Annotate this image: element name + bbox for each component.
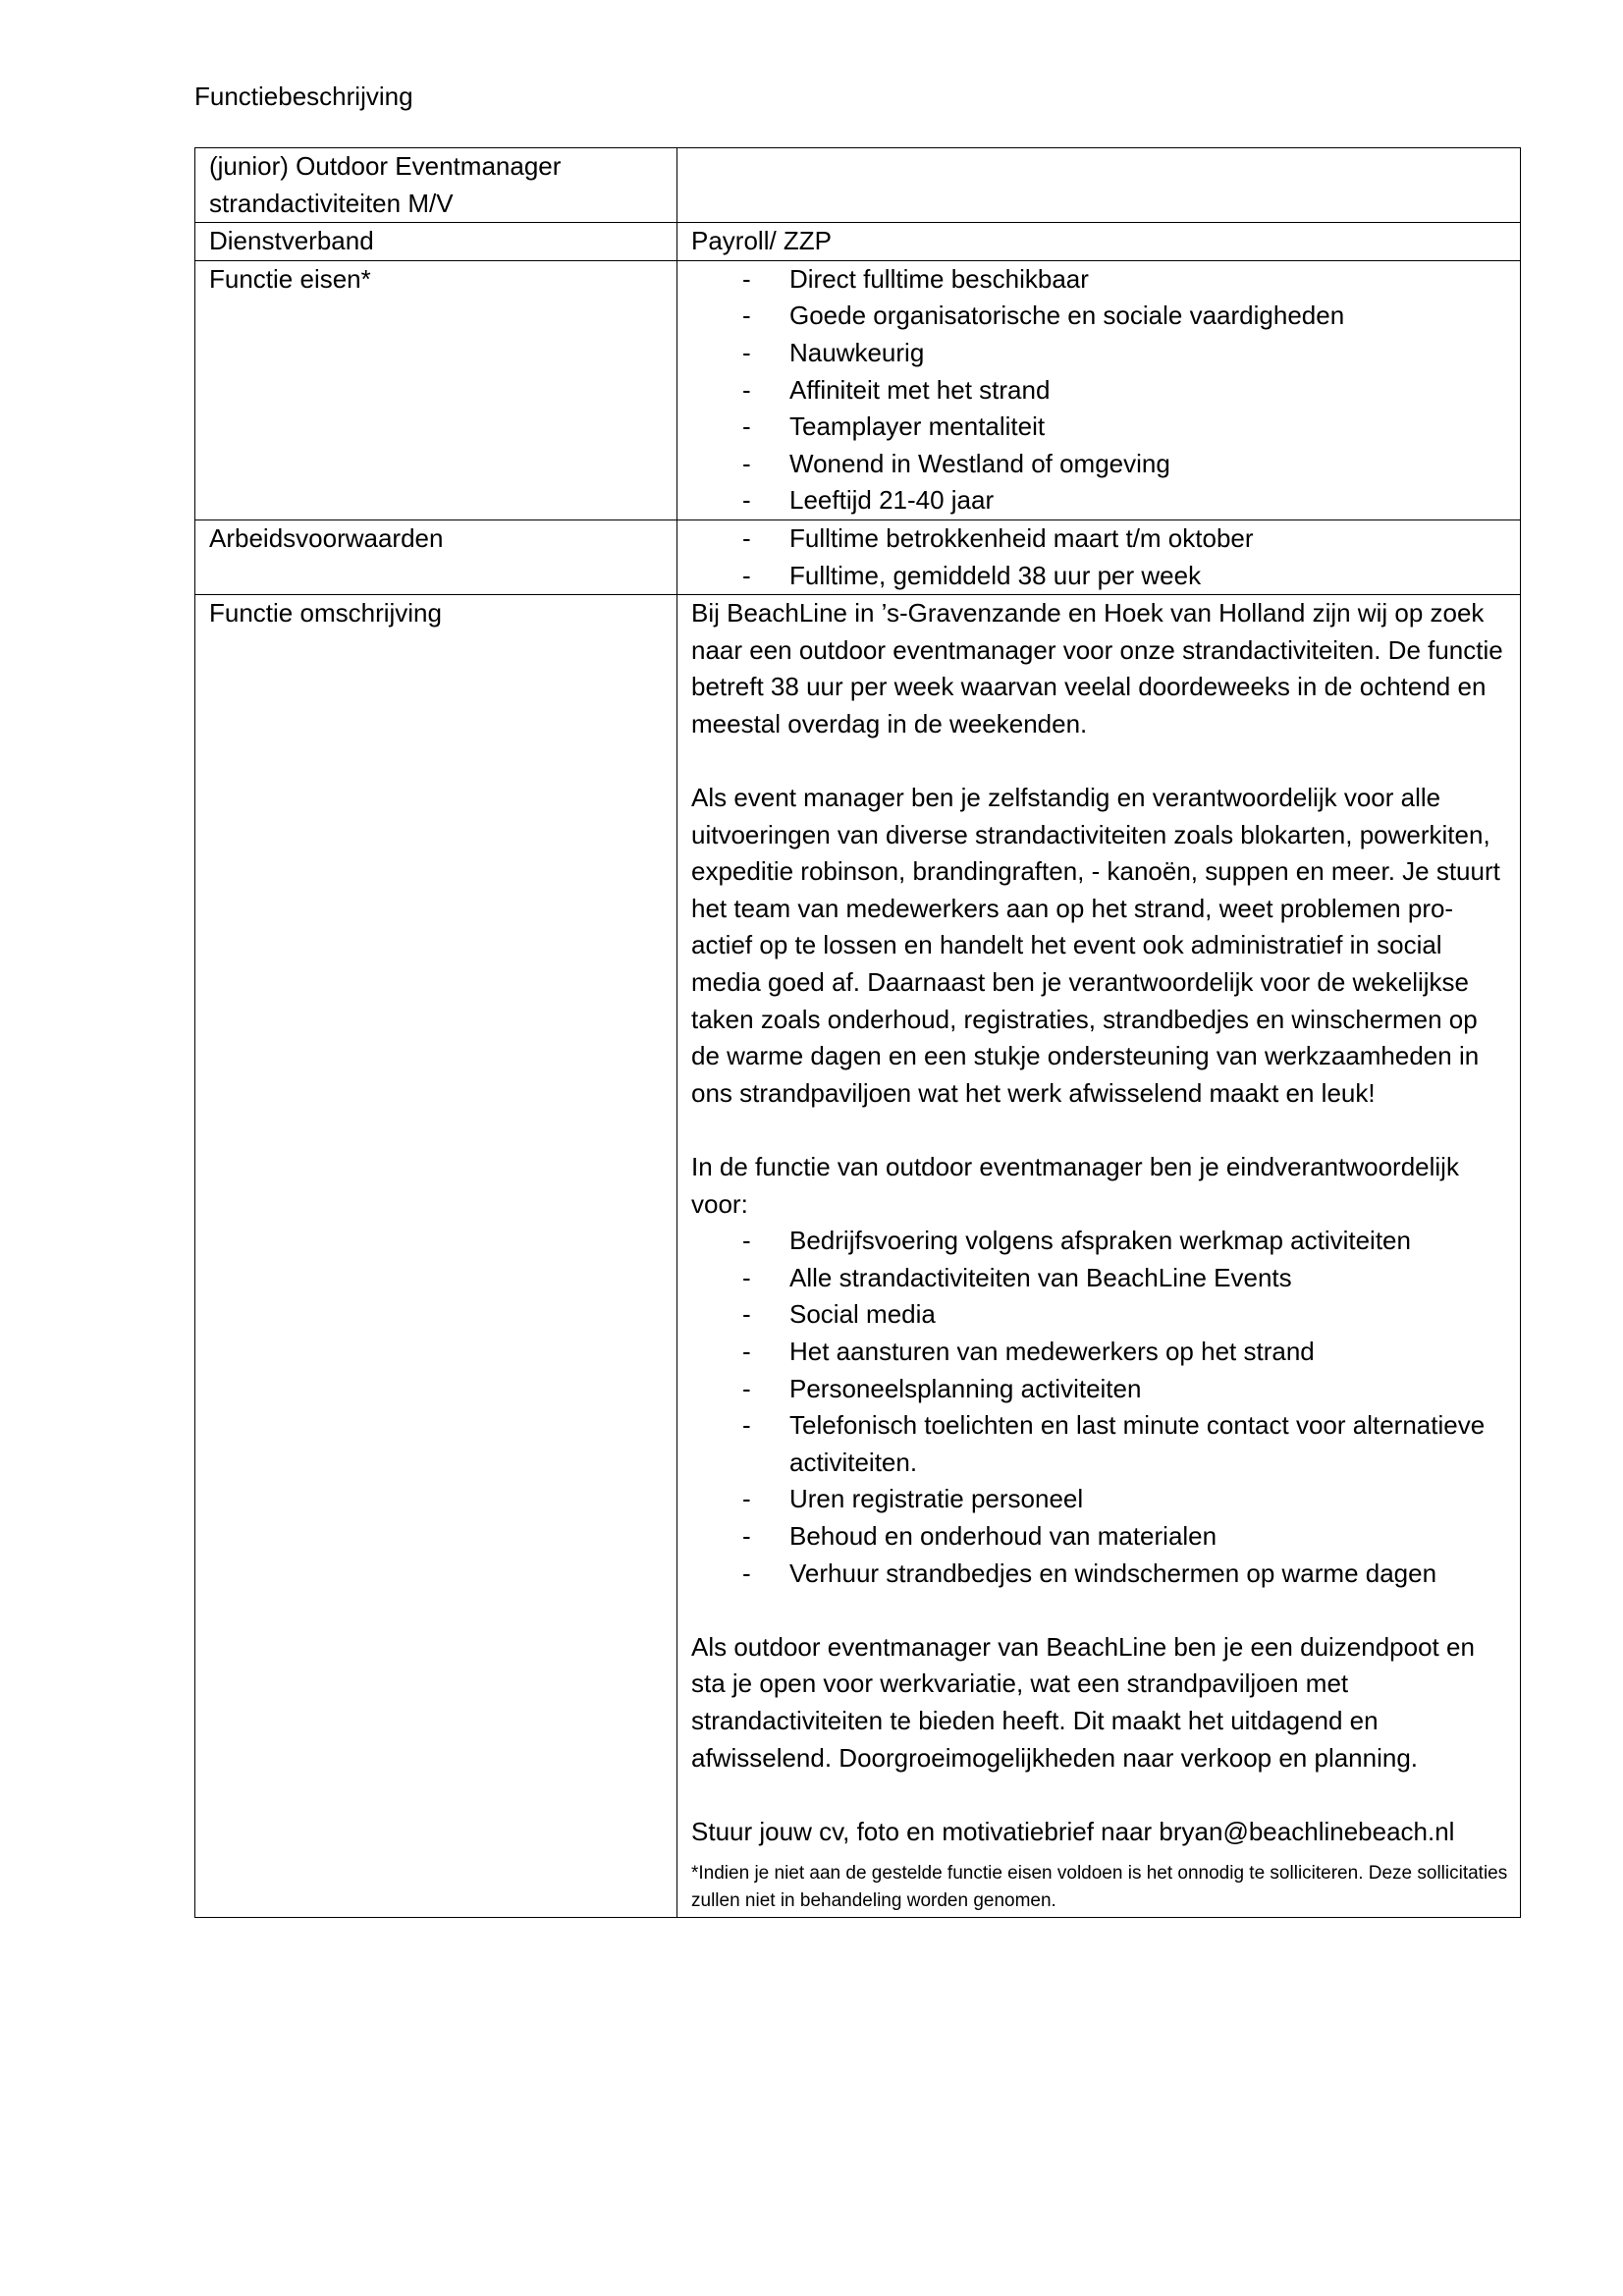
functie-eisen-value	[677, 260, 1521, 519]
functie-eisen-list	[691, 261, 1508, 519]
list-item: - Teamplayer mentaliteit	[691, 409, 1508, 446]
functie-omschrijving-label: Functie omschrijving	[195, 595, 677, 1918]
table-row	[195, 148, 1521, 223]
list-item: - Goede organisatorische en sociale vaardigheden	[691, 298, 1508, 335]
list-item: - Alle strandactiviteiten van BeachLine Events	[691, 1260, 1508, 1297]
list-item: - Behoud en onderhoud van materialen	[691, 1518, 1508, 1556]
footnote: *Indien je niet aan de gestelde functie eisen voldoen is het onnodig te solliciteren. Deze sollicitaties zullen niet in behandeling worden genomen.	[691, 1863, 1508, 1912]
responsibilities-list	[691, 1223, 1508, 1592]
list-item: - Nauwkeurig	[691, 335, 1508, 372]
list-item: - Fulltime betrokkenheid maart t/m oktober	[691, 520, 1508, 558]
list-item: - Fulltime, gemiddeld 38 uur per week	[691, 558, 1508, 595]
table-row	[195, 260, 1521, 519]
functie-omschrijving-value	[677, 595, 1521, 1918]
description-paragraph: In de functie van outdoor eventmanager ben je eindverantwoordelijk voor:	[691, 1152, 1459, 1219]
arbeidsvoorwaarden-list	[691, 520, 1508, 594]
list-item: - Het aansturen van medewerkers op het strand	[691, 1334, 1508, 1371]
list-item: - Social media	[691, 1296, 1508, 1334]
job-title-cell: (junior) Outdoor Eventmanager strandactiviteiten M/V	[195, 148, 677, 223]
list-item: - Telefonisch toelichten en last minute contact voor alternatieve activiteiten.	[691, 1407, 1508, 1481]
list-item: - Uren registratie personeel	[691, 1481, 1508, 1518]
contact-paragraph: Stuur jouw cv, foto en motivatiebrief naar bryan@beachlinebeach.nl	[691, 1816, 1455, 1846]
description-paragraph: Als outdoor eventmanager van BeachLine ben je een duizendpoot en sta je open voor werkvariatie, wat een strandpaviljoen met strandactiviteiten te bieden heeft. Dit maakt het uitdagend en afwisselend. Doorgroeimogelijkheden naar verkoop en planning.	[691, 1631, 1475, 1773]
job-description-table	[194, 147, 1521, 1918]
list-item: - Affiniteit met het strand	[691, 372, 1508, 410]
list-item: - Verhuur strandbedjes en windschermen op warme dagen	[691, 1556, 1508, 1593]
page-title: Functiebeschrijving	[194, 82, 413, 111]
job-title-value-cell	[677, 148, 1521, 223]
table-row	[195, 519, 1521, 594]
arbeidsvoorwaarden-value	[677, 519, 1521, 594]
list-item: - Personeelsplanning activiteiten	[691, 1371, 1508, 1408]
list-item: - Direct fulltime beschikbaar	[691, 261, 1508, 299]
list-item: - Leeftijd 21-40 jaar	[691, 482, 1508, 519]
list-item: - Bedrijfsvoering volgens afspraken werkmap activiteiten	[691, 1223, 1508, 1260]
dienstverband-label: Dienstverband	[195, 223, 677, 261]
list-item: - Wonend in Westland of omgeving	[691, 446, 1508, 483]
arbeidsvoorwaarden-label: Arbeidsvoorwaarden	[195, 519, 677, 594]
functie-eisen-label: Functie eisen*	[195, 260, 677, 519]
dienstverband-value: Payroll/ ZZP	[677, 223, 1521, 261]
description-paragraph: Bij BeachLine in ’s-Gravenzande en Hoek van Holland zijn wij op zoek naar een outdoor eventmanager voor onze strandactiviteiten. De functie betreft 38 uur per week waarvan veelal doordeweeks in de ochtend en meestal overdag in de weekenden.	[691, 598, 1503, 738]
table-row	[195, 595, 1521, 1918]
description-paragraph: Als event manager ben je zelfstandig en verantwoordelijk voor alle uitvoeringen van diverse strandactiviteiten zoals blokarten, powerkiten, expeditie robinson, brandingraften, - kanoën, suppen en meer. Je stuurt het team van medewerkers aan op het strand, weet problemen pro-actief op te lossen en handelt het event ook administratief in social media goed af. Daarnaast ben je verantwoordelijk voor de wekelijkse taken zoals onderhoud, registraties, strandbedjes en winschermen op de warme dagen en een stukje ondersteuning van werkzaamheden in ons strandpaviljoen wat het werk afwisselend maakt en leuk!	[691, 783, 1500, 1108]
table-row	[195, 223, 1521, 261]
